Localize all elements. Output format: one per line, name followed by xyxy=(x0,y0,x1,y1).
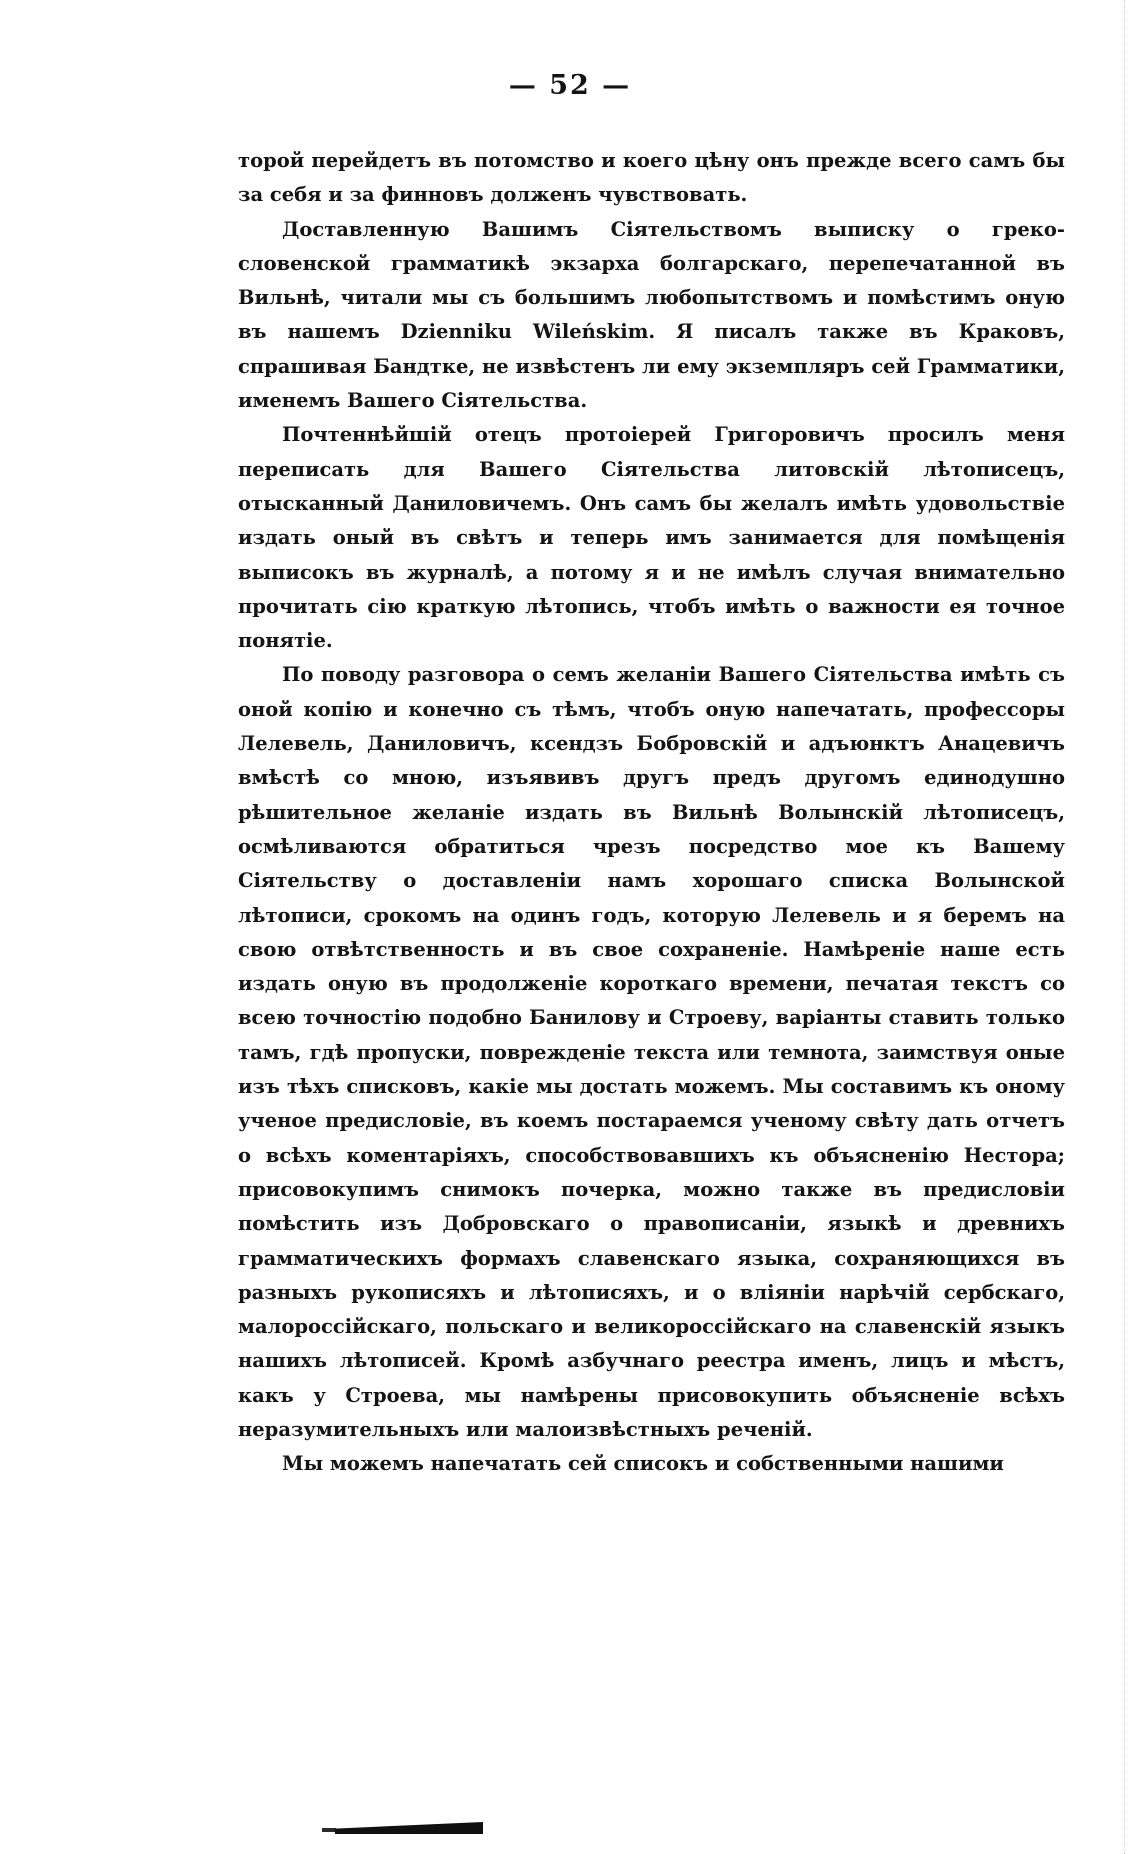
body-text xyxy=(238,144,1065,1482)
scan-artifact-bar xyxy=(335,1822,483,1834)
page-number: — 52 — xyxy=(508,70,632,101)
paragraph-continuation: торой перейдетъ въ потомство и коего цѣну онъ прежде всего самъ бы за себя и за финновъ долженъ чувствовать. xyxy=(238,149,1065,207)
paragraph-volyn-chronicle-request: По поводу разговора о семъ желаніи Вашего Сіятельства имѣть съ оной копію и конечно съ тѣмъ, чтобъ оную напечатать, профессоры Лелевель, Даниловичъ, ксендзъ Бобровскій и адъюнктъ Анацевичъ вмѣстѣ со мною, изъявивъ другъ предъ другомъ единодушно рѣшительное желаніе издать въ Вильнѣ Волынскій лѣтописецъ, осмѣливаются обратиться чрезъ посредство мое къ Вашему Сіятельству о доставленіи намъ хорошаго списка Волынской лѣтописи, срокомъ на одинъ годъ, которую Лелевель и я беремъ на свою отвѣтственность и въ свое сохраненіе. Намѣреніе наше есть издать оную въ продолженіе короткаго времени, печатая текстъ со всею точностію подобно Банилову и Строеву, варіанты ставить только тамъ, гдѣ пропуски, поврежденіе текста или темнота, заимствуя оные изъ тѣхъ списковъ, какіе мы достать можемъ. Мы составимъ къ оному ученое предисловіе, въ коемъ постараемся ученому свѣту дать отчетъ о всѣхъ коментаріяхъ, способствовавшихъ къ объясненію Нестора; присовокупимъ снимокъ почерка, можно также въ предисловіи помѣстить изъ Добровскаго о правописаніи, языкѣ и древнихъ грамматическихъ формахъ славенскаго языка, сохраняющихся въ разныхъ рукописяхъ и лѣтописяхъ, и о вліяніи нарѣчій сербскаго, малороссійскаго, польскаго и великороссійскаго на славенскій языкъ нашихъ лѣтописей. Кромѣ азбучнаго реестра именъ, лицъ и мѣстъ, какъ у Строева, мы намѣрены присовокупить объясненіе всѣхъ неразумительныхъ или малоизвѣстныхъ реченій. xyxy=(238,663,1065,1441)
paragraph-grammar-extract: Доставленную Вашимъ Сіятельствомъ выписку о греко-словенской грамматикѣ экзарха болгарскаго, перепечатанной въ Вильнѣ, читали мы съ большимъ любопытствомъ и помѣстимъ оную въ нашемъ Dzienniku Wileńskim. Я писалъ также въ Краковъ, спрашивая Бандтке, не извѣстенъ ли ему экземпляръ сей Грамматики, именемъ Вашего Сіятельства. xyxy=(238,217,1065,413)
scan-artifact-stub xyxy=(322,1828,336,1832)
scan-edge-line xyxy=(1124,0,1125,1854)
paragraph-lithuanian-chronicle: Почтеннѣйшій отецъ протоіерей Григоровичъ просилъ меня переписать для Вашего Сіятельства литовскій лѣтописецъ, отысканный Даниловичемъ. Онъ самъ бы желалъ имѣть удовольствіе издать оный въ свѣтъ и теперь имъ занимается для помѣщенія выписокъ въ журналѣ, а потому я и не имѣлъ случая внимательно прочитать сію краткую лѣтопись, чтобъ имѣть о важности ея точное понятіе. xyxy=(238,423,1065,653)
paragraph-printing-plan: Мы можемъ напечатать сей списокъ и собственными нашими xyxy=(282,1452,1004,1476)
